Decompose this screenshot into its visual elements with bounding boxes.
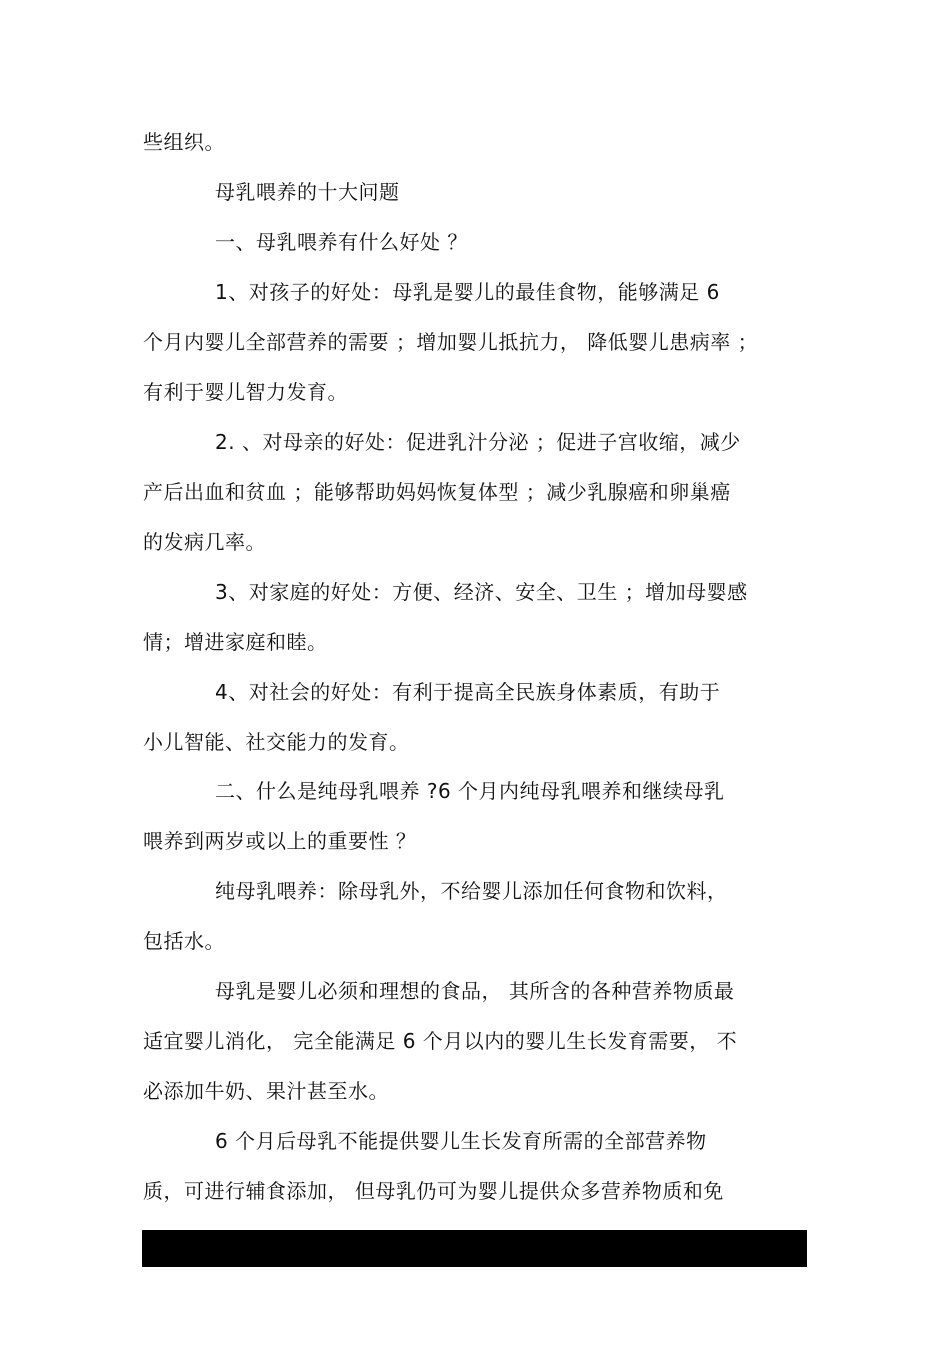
text-line: 纯母乳喂养：除母乳外，不给婴儿添加任何食物和饮料，: [215, 879, 728, 903]
text-line: 小儿智能、社交能力的发育。: [143, 730, 410, 754]
text-line: 包括水。: [143, 929, 225, 953]
question-heading: 喂养到两岁或以上的重要性 ？: [143, 829, 417, 853]
text-line: 有利于婴儿智力发育。: [143, 380, 348, 404]
question-heading: 一、母乳喂养有什么好处 ？: [215, 230, 468, 254]
text-line: 个月内婴儿全部营养的需要 ；增加婴儿抵抗力， 降低婴儿患病率 ；: [143, 330, 759, 354]
text-line: 情；增进家庭和睦。: [143, 630, 328, 654]
question-heading: 二、什么是纯母乳喂养 ?6 个月内纯母乳喂养和继续母乳: [215, 779, 725, 803]
text-line: 4、对社会的好处：有利于提高全民族身体素质，有助于: [215, 680, 721, 704]
text-line: 的发病几率。: [143, 530, 266, 554]
black-redaction-bar: [142, 1230, 807, 1267]
text-line: 必添加牛奶、果汁甚至水。: [143, 1079, 389, 1103]
text-line: 1、对孩子的好处：母乳是婴儿的最佳食物，能够满足 6: [215, 280, 720, 304]
section-title: 母乳喂养的十大问题: [215, 180, 400, 204]
text-line: 3、对家庭的好处：方便、经济、安全、卫生 ；增加母婴感: [215, 580, 748, 604]
text-line: 质，可进行辅食添加， 但母乳仍可为婴儿提供众多营养物质和免: [143, 1179, 724, 1203]
text-line: 产后出血和贫血 ；能够帮助妈妈恢复体型 ；减少乳腺癌和卵巢癌: [143, 480, 731, 504]
text-line: 母乳是婴儿必须和理想的食品， 其所含的各种营养物质最: [215, 979, 735, 1003]
text-line: 2. 、对母亲的好处：促进乳汁分泌 ；促进子宫收缩，减少: [215, 430, 741, 454]
text-line: 适宜婴儿消化， 完全能满足 6 个月以内的婴儿生长发育需要， 不: [143, 1029, 738, 1053]
text-line: 6 个月后母乳不能提供婴儿生长发育所需的全部营养物: [215, 1129, 707, 1153]
text-line: 些组织。: [143, 130, 225, 154]
